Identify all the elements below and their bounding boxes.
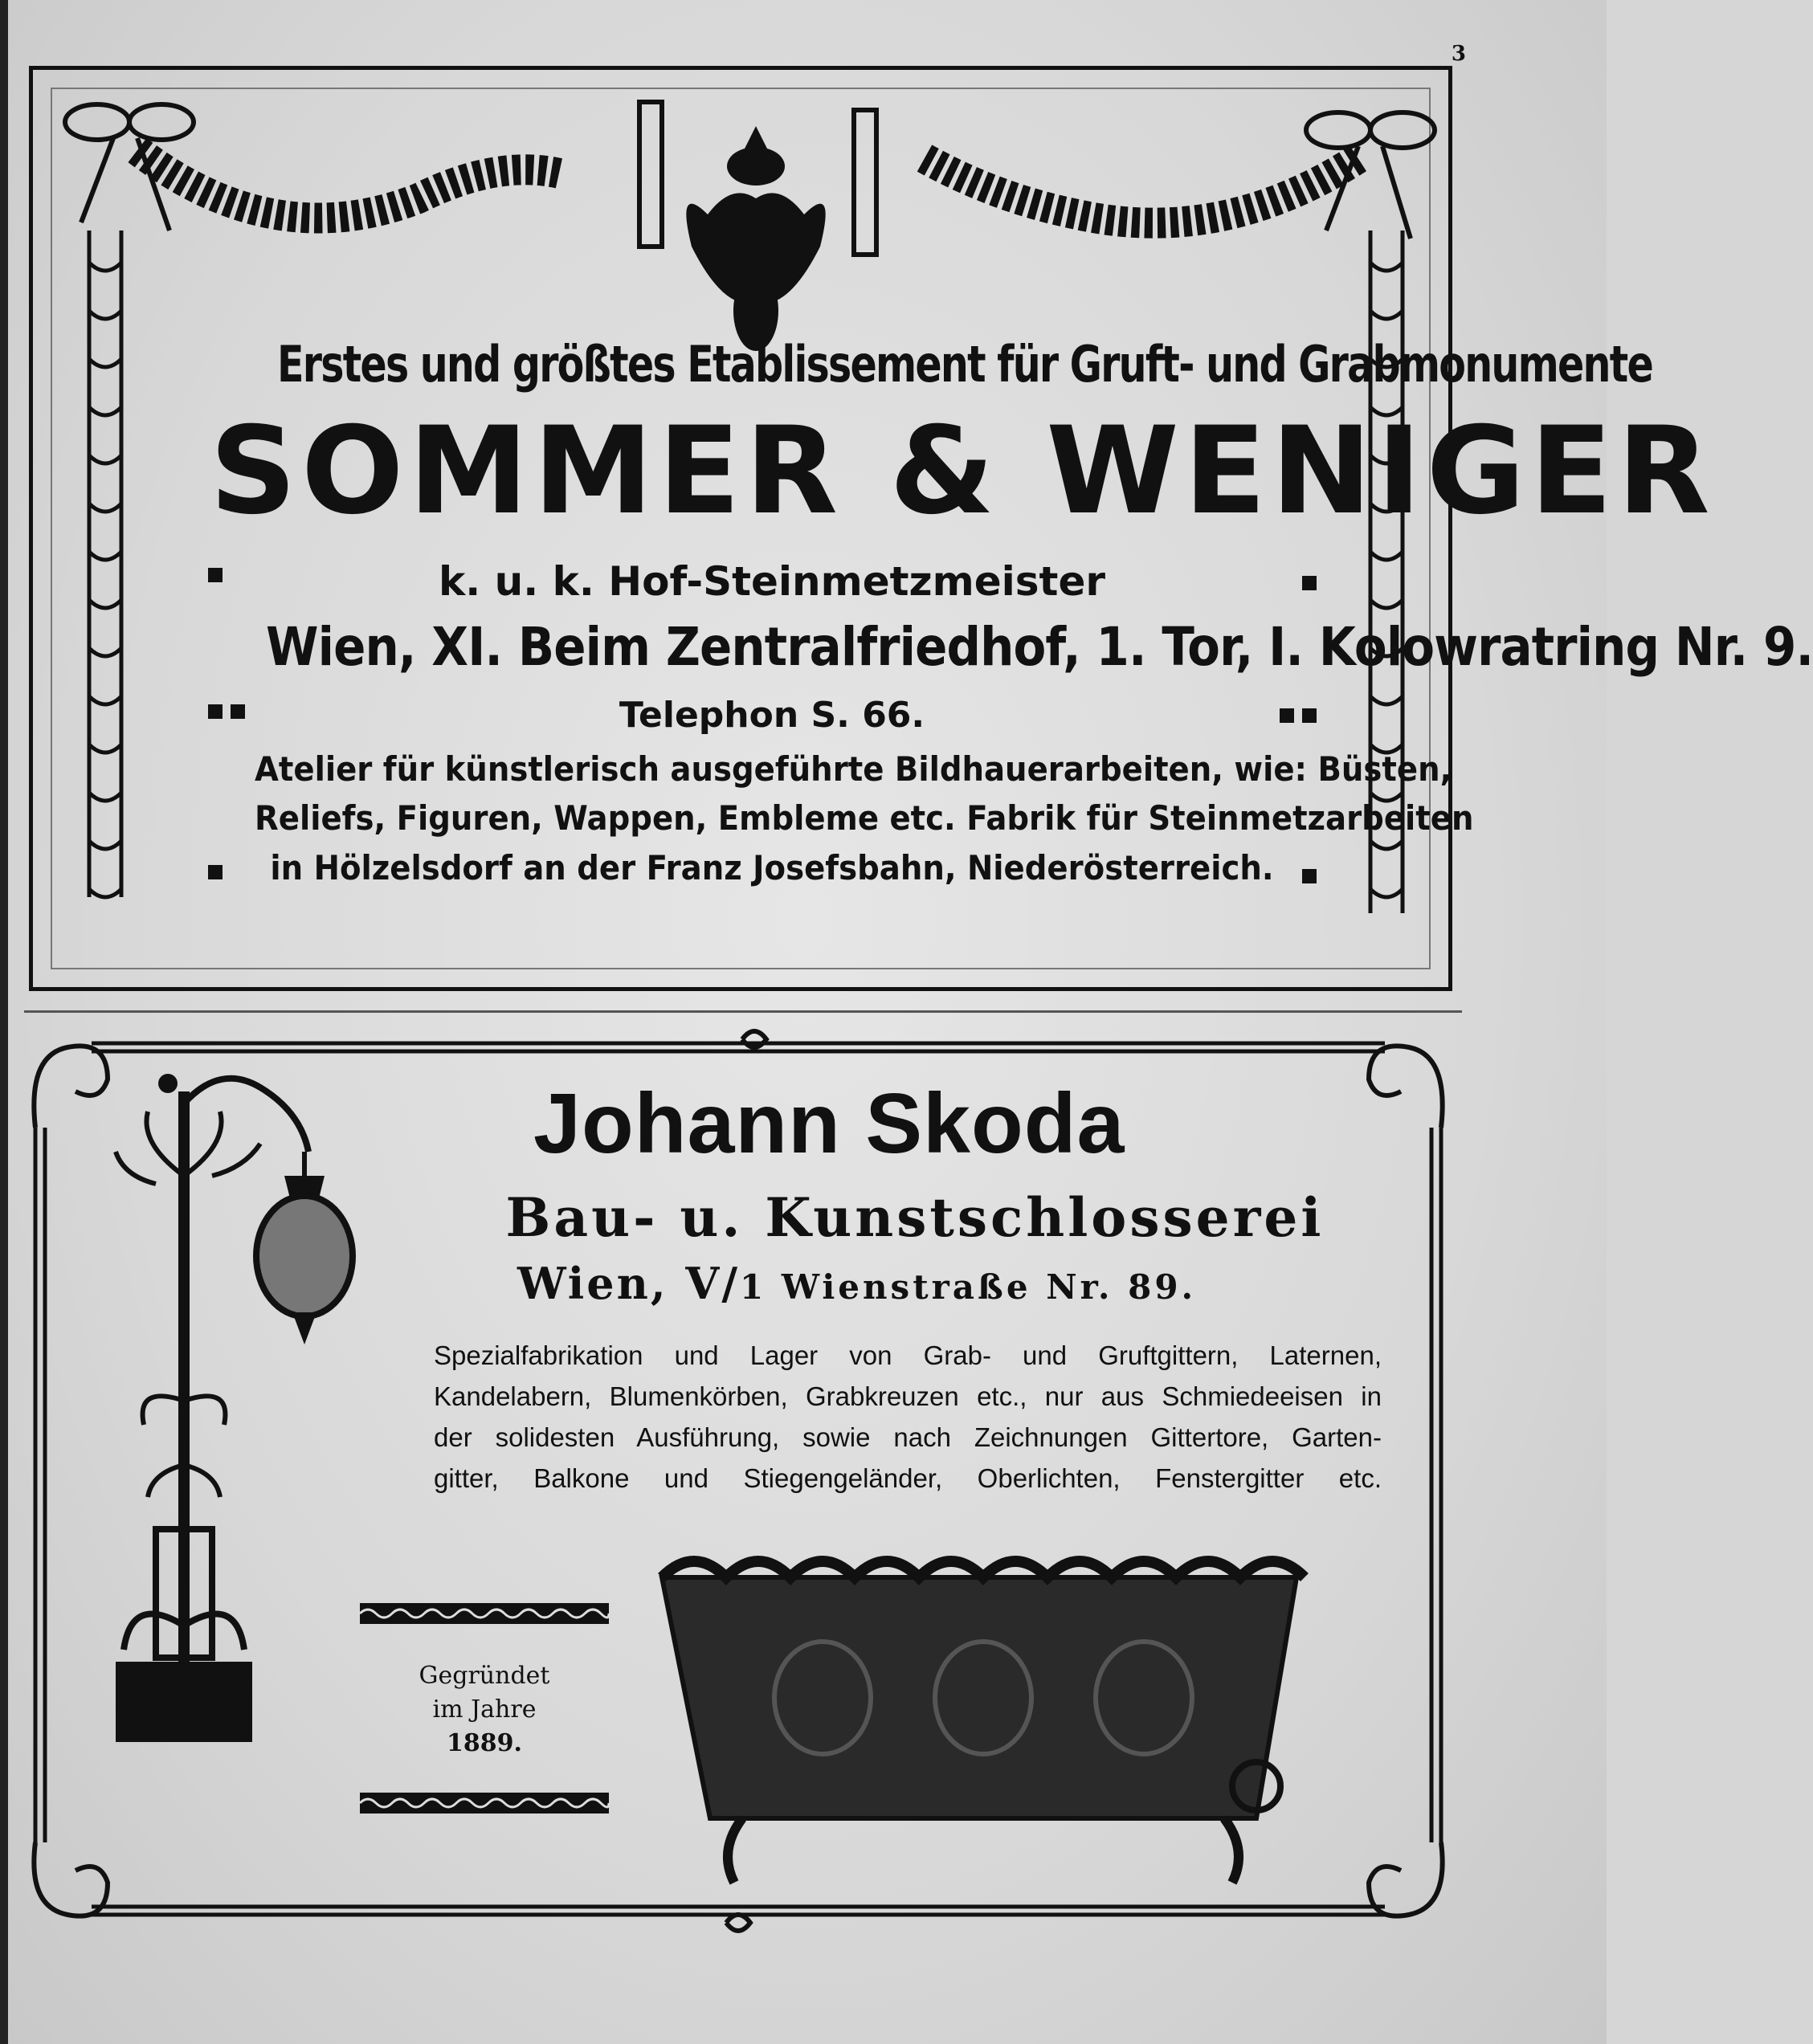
lamp-post-illustration bbox=[116, 1074, 353, 1742]
double-eagle-crest-icon bbox=[686, 126, 825, 351]
flower-basket-illustration bbox=[662, 1561, 1305, 1883]
ornament-band bbox=[360, 1603, 609, 1624]
description-line: Reliefs, Figuren, Wappen, Embleme etc. Fabrik für Steinmetzarbeiten bbox=[255, 798, 1474, 838]
description-line: Spezialfabrikation und Lager von Grab- und Gruftgittern, Laternen, bbox=[434, 1340, 1382, 1370]
page-number: 3 bbox=[1451, 42, 1466, 66]
advertisement-johann-skoda bbox=[19, 1015, 1457, 1947]
founded-line: im Jahre bbox=[432, 1695, 537, 1724]
description-line: Kandelabern, Blumenkörben, Grabkreuzen etc., nur aus Schmiedeeisen in bbox=[434, 1381, 1382, 1411]
description-line: der solidesten Ausführung, sowie nach Zeichnungen Gittertore, Garten- bbox=[434, 1422, 1382, 1452]
company-name: SOMMER & WENIGER bbox=[210, 402, 1715, 541]
description-line: gitter, Balkone und Stiegengeländer, Oberlichten, Fenstergitter etc. bbox=[434, 1463, 1382, 1493]
bullet-square bbox=[1302, 708, 1317, 723]
address-main: Wien, V/ bbox=[517, 1258, 741, 1309]
company-description bbox=[434, 1335, 1382, 1499]
company-phone: Telephon S. 66. bbox=[619, 695, 925, 736]
headline: Erstes und größtes Etablissement für Gruft- und Grabmonumente bbox=[277, 335, 1652, 394]
founded-line: Gegründet bbox=[419, 1662, 550, 1690]
bullet-square bbox=[1302, 869, 1317, 883]
page-edge bbox=[0, 0, 8, 2044]
company-address bbox=[517, 1258, 1321, 1309]
founded-label bbox=[360, 1603, 609, 1817]
company-name: Johann Skoda bbox=[533, 1076, 1125, 1171]
bullet-square bbox=[208, 865, 223, 879]
address-district: 1 bbox=[740, 1267, 767, 1307]
advertisement-sommer-weniger bbox=[29, 66, 1813, 991]
right-bow-icon bbox=[1306, 112, 1435, 239]
bullet-square bbox=[1302, 576, 1317, 590]
description-line: in Hölzelsdorf an der Franz Josefsbahn, Niederösterreich. bbox=[270, 847, 1274, 887]
left-vine-column bbox=[89, 231, 121, 897]
founded-text bbox=[360, 1659, 609, 1760]
company-trade: Bau- u. Kunstschlosserei bbox=[505, 1186, 1325, 1249]
description-line: Atelier für künstlerisch ausgeführte Bildhauerarbeiten, wie: Büsten, bbox=[255, 749, 1452, 789]
ornament-band bbox=[360, 1793, 609, 1813]
address-street: Wienstraße Nr. 89. bbox=[766, 1267, 1197, 1307]
founded-year: 1889. bbox=[447, 1729, 522, 1757]
left-garland bbox=[137, 150, 563, 218]
company-address: Wien, XI. Beim Zentralfriedhof, 1. Tor, I. Kolowratring Nr. 9. bbox=[266, 616, 1813, 678]
right-garland bbox=[925, 158, 1358, 223]
bullet-square bbox=[1280, 708, 1294, 723]
company-title: k. u. k. Hof-Steinmetzmeister bbox=[438, 558, 1106, 605]
ad-divider bbox=[24, 1010, 1462, 1013]
company-description bbox=[255, 745, 1474, 892]
